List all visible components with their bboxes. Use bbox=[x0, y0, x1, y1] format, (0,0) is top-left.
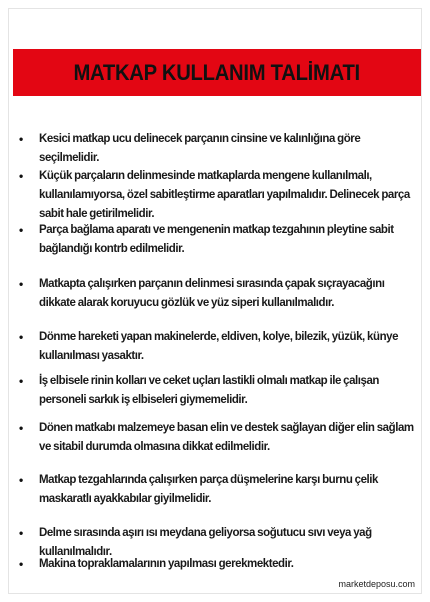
bullet-icon: • bbox=[19, 473, 24, 487]
list-item bbox=[19, 555, 414, 574]
list-item bbox=[19, 419, 414, 457]
bullet-icon: • bbox=[19, 169, 24, 183]
list-item bbox=[19, 372, 414, 410]
instruction-text: Dönme hareketi yapan makinelerde, eldiven, kolye, bilezik, yüzük, künye kullanılması yasaktır. bbox=[39, 331, 399, 362]
instruction-sheet bbox=[8, 8, 422, 594]
bullet-icon: • bbox=[19, 330, 24, 344]
bullet-icon: • bbox=[19, 557, 24, 571]
list-item bbox=[19, 275, 414, 313]
list-item bbox=[19, 221, 414, 259]
footer-website: marketdeposu.com bbox=[338, 579, 415, 589]
instruction-text: Matkapta çalışırken parçanın delinmesi sırasında çapak sıçrayacağını dikkate alarak koruyucu gözlük ve yüz siperi kullanılmalıdır. bbox=[39, 278, 385, 309]
instruction-text: Delme sırasında aşırı ısı meydana geliyorsa soğutucu sıvı veya yağ kullanılmalıdır. bbox=[39, 527, 372, 558]
instruction-text: Kesici matkap ucu delinecek parçanın cinsine ve kalınlığına göre seçilmelidir. bbox=[39, 133, 361, 164]
instruction-text: İş elbisele rinin kolları ve ceket uçları lastikli olmalı matkap ile çalışan personeli sarkık iş elbiseleri giymemelidir. bbox=[39, 375, 379, 406]
instruction-text: Makina topraklamalarının yapılması gerekmektedir. bbox=[39, 558, 294, 570]
instruction-text: Matkap tezgahlarında çalışırken parça düşmelerine karşı burnu çelik maskaratlı ayakkabılar giyilmelidir. bbox=[39, 474, 378, 505]
list-item bbox=[19, 130, 414, 168]
bullet-icon: • bbox=[19, 132, 24, 146]
list-item bbox=[19, 328, 414, 366]
bullet-icon: • bbox=[19, 526, 24, 540]
instruction-list bbox=[9, 9, 421, 593]
bullet-icon: • bbox=[19, 277, 24, 291]
instruction-text: Küçük parçaların delinmesinde matkaplarda mengene kullanılmalı, kullanılamıyorsa, özel sabitleştirme aparatları yapılmalıdır. Delinecek parça sabit hale getirilmelidir. bbox=[39, 170, 410, 220]
page-title: MATKAP KULLANIM TALİMATI bbox=[73, 59, 361, 85]
instruction-text: Dönen matkabı malzemeye basan elin ve destek sağlayan diğer elin sağlam ve sitabil durumda olmasına dikkat edilmelidir. bbox=[39, 422, 414, 453]
list-item bbox=[19, 167, 414, 224]
bullet-icon: • bbox=[19, 374, 24, 388]
instruction-text: Parça bağlama aparatı ve mengenenin matkap tezgahının pleytine sabit bağlandığı kontrb edilmelidir. bbox=[39, 224, 394, 255]
bullet-icon: • bbox=[19, 421, 24, 435]
list-item bbox=[19, 471, 414, 509]
bullet-icon: • bbox=[19, 223, 24, 237]
